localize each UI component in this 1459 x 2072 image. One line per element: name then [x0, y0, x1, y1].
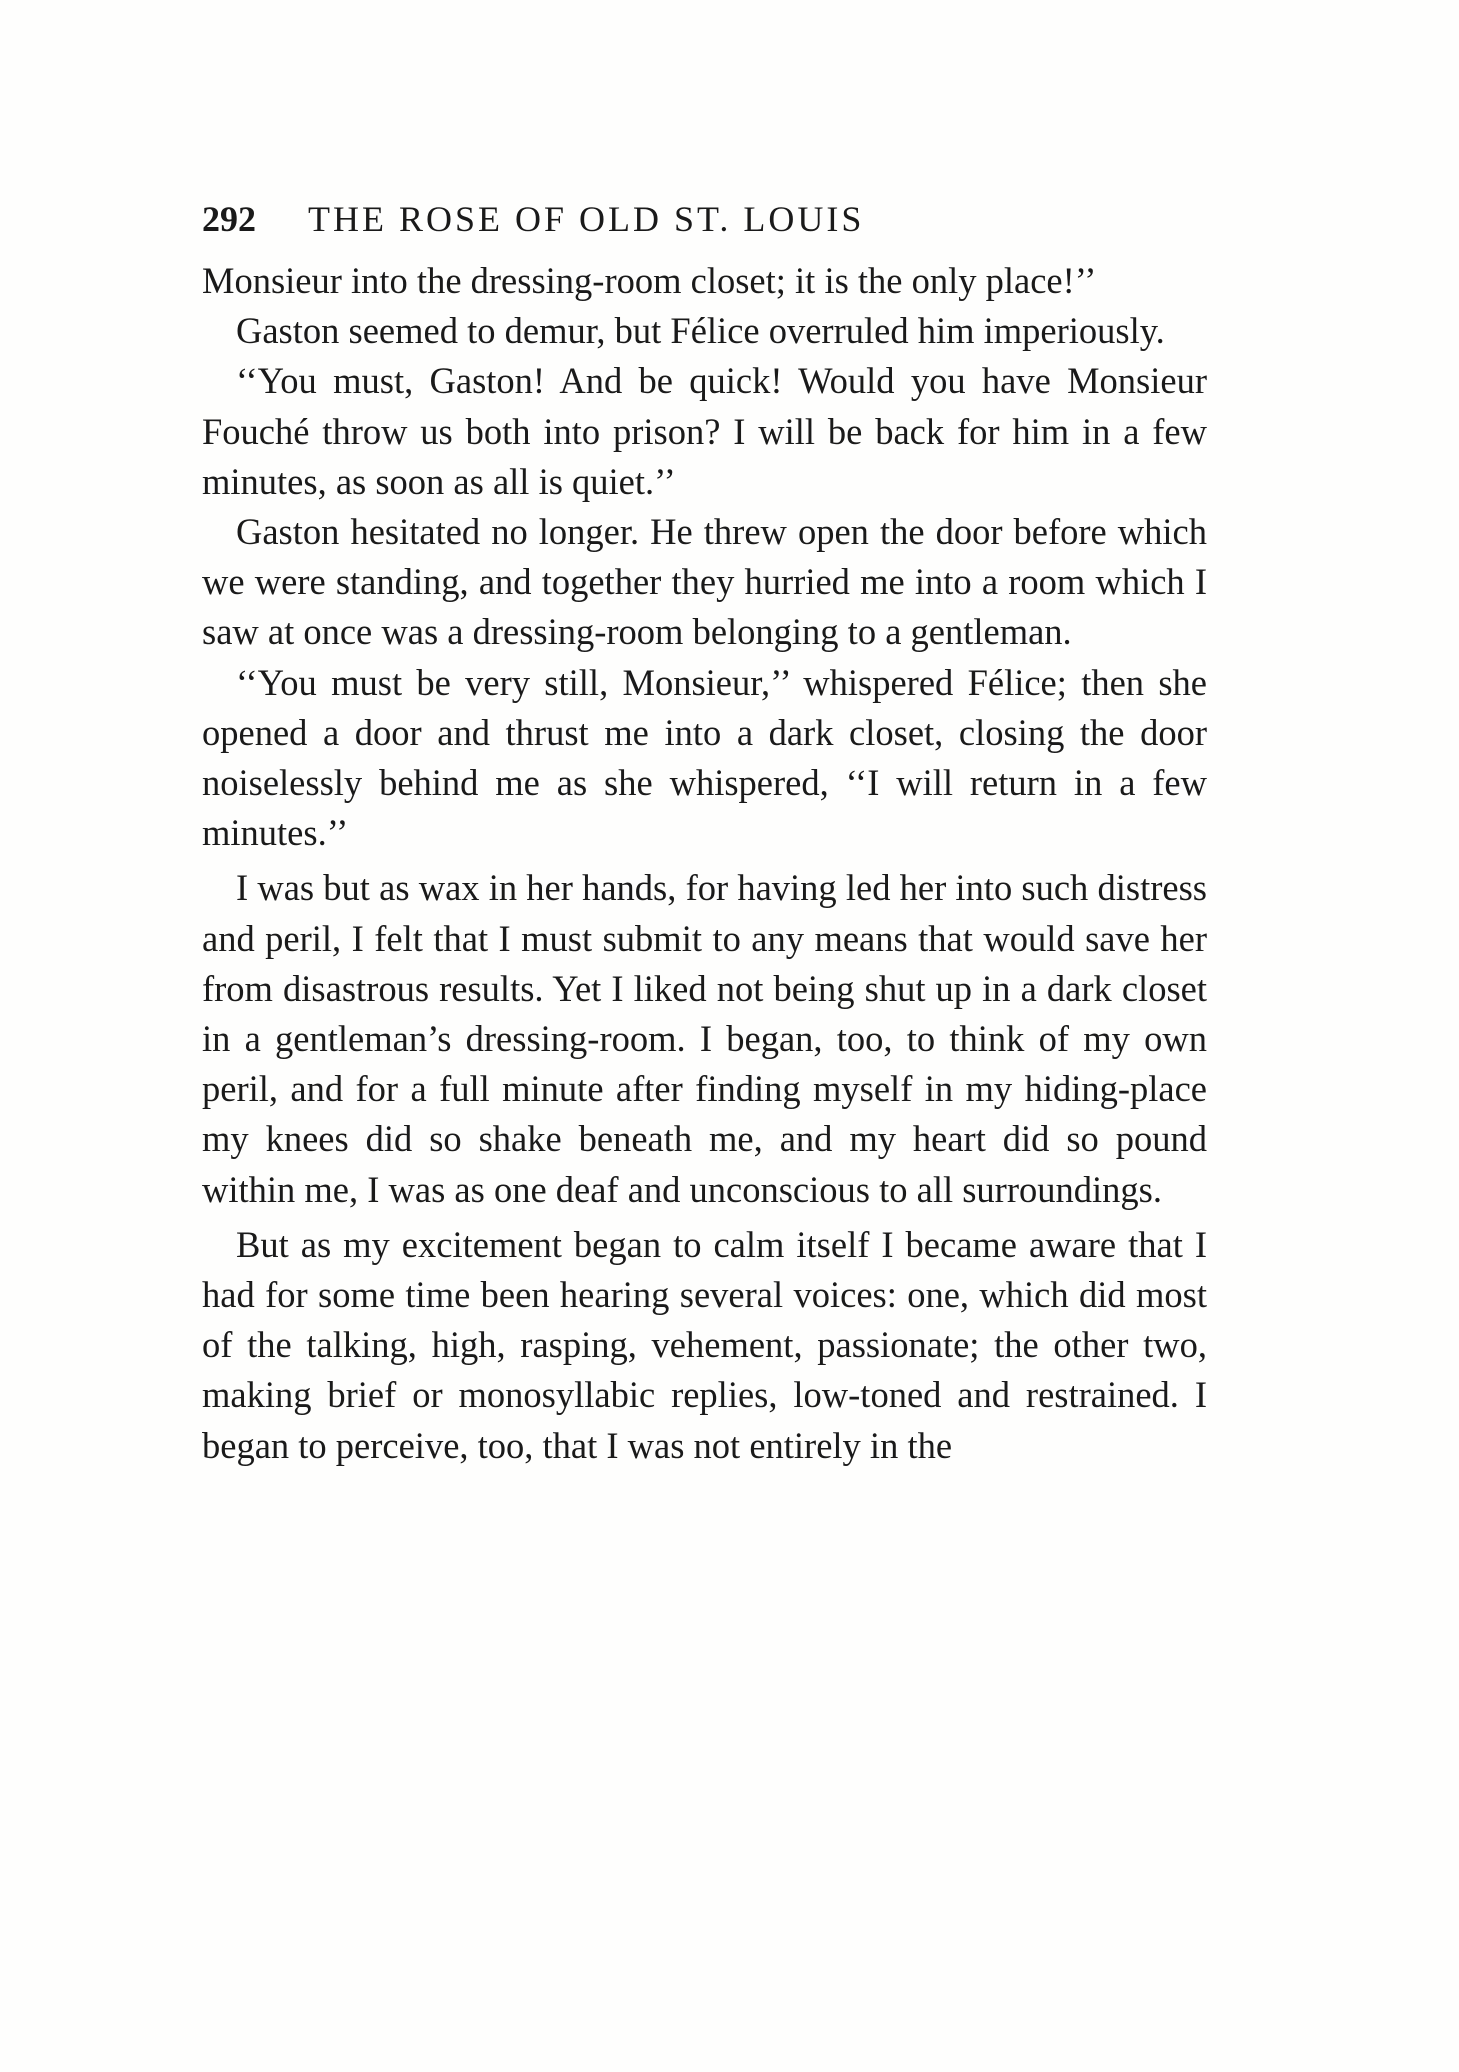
paragraph: ‘‘You must, Gaston! And be quick! Would you have Monsieur Fouché throw us both into prison? I will be back for him in a few minutes, as soon as all is quiet.’’	[202, 360, 1207, 502]
paragraph: I was but as wax in her hands, for having led her into such distress and peril, I felt that I must submit to any means that would save her from disastrous results. Yet I liked not being shut up in a dark closet in a gentleman’s dressing-room. I began, too, to think of my own peril, and for a full minute after finding myself in my hiding-place my knees did so shake beneath me, and my heart did so pound within me, I was as one deaf and unconscious to all surroundings.	[202, 867, 1207, 1210]
paragraph: But as my excitement began to calm itself I became aware that I had for some time been hearing several voices: one, which did most of the talking, high, rasping, vehement, passionate; the other two, making brief or monosyllabic replies, low-toned and restrained. I began to perceive, too, that I was not entirely in the	[202, 1223, 1207, 1466]
running-title: THE ROSE OF OLD ST. LOUIS	[308, 199, 865, 239]
paragraph: ‘‘You must be very still, Monsieur,’’ whispered Félice; then she opened a door and thrust me into a dark closet, closing the door noiselessly behind me as she whispered, ‘‘I will return in a few minutes.’’	[202, 661, 1207, 854]
running-head	[202, 198, 1207, 256]
page-number: 292	[202, 199, 256, 239]
body-text	[202, 256, 1207, 1471]
paragraph: Monsieur into the dressing-room closet; it is the only place!’’	[202, 260, 1097, 301]
paragraph: Gaston hesitated no longer. He threw open the door before which we were standing, and together they hurried me into a room which I saw at once was a dressing-room belonging to a gentleman.	[202, 511, 1207, 653]
paragraph: Gaston seemed to demur, but Félice overruled him imperiously.	[236, 310, 1165, 352]
text-block	[202, 198, 1207, 1471]
